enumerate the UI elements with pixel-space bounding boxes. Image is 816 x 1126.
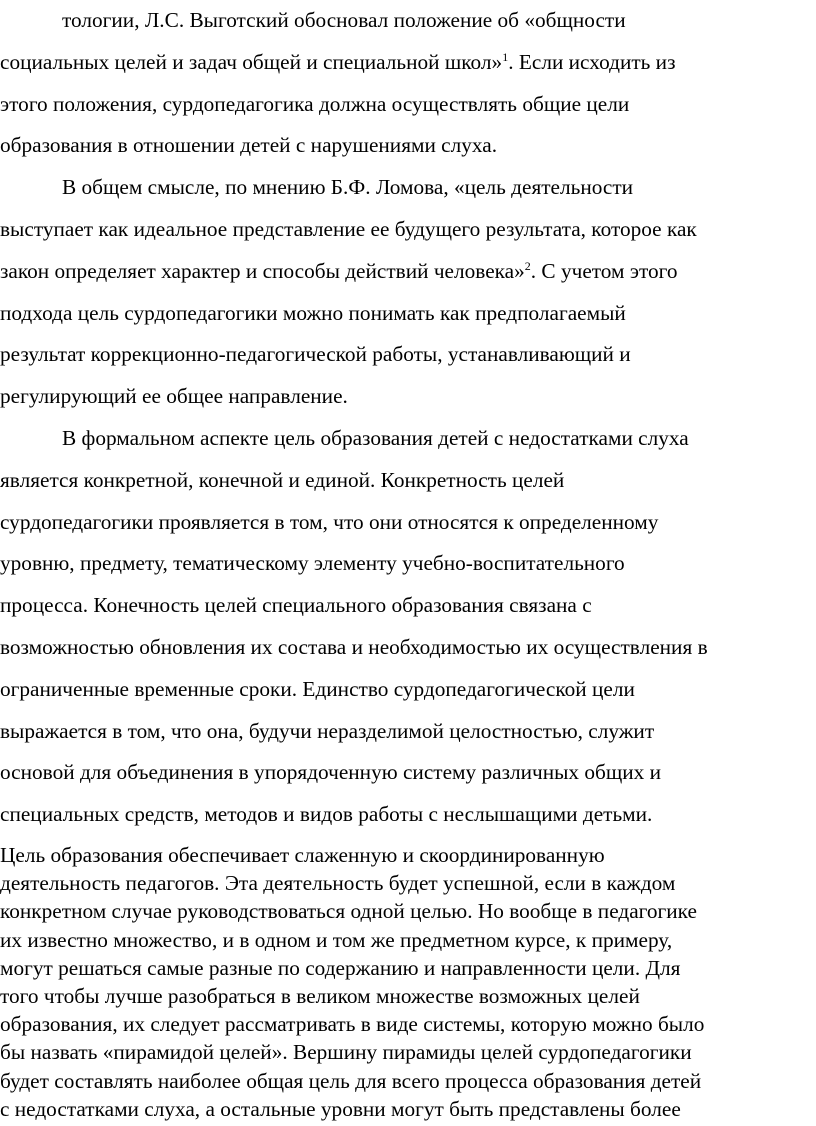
text-line: основой для объединения в упорядоченную систему различных общих и	[0, 760, 662, 785]
text-line: бы назвать «пирамидой целей». Вершину пирамиды целей сурдопедагогики	[0, 1040, 692, 1065]
text-segment: закон определяет характер и способы действий человека»	[0, 258, 525, 283]
text-line: деятельность педагогов. Эта деятельность будет успешной, если в каждом	[0, 871, 676, 896]
text-line: этого положения, сурдопедагогика должна осуществлять общие цели	[0, 91, 630, 116]
text-line: могут решаться самые разные по содержанию и направленности цели. Для	[0, 955, 681, 980]
text-line: специальных средств, методов и видов работы с неслышащими детьми.	[0, 802, 653, 827]
text-line: является конкретной, конечной и единой. Конкретность целей	[0, 467, 565, 492]
text-segment: . Если исходить из	[508, 49, 676, 74]
text-line: выражается в том, что она, будучи неразделимой целостностью, служит	[0, 718, 655, 743]
text-line: сурдопедагогики проявляется в том, что они относятся к определенному	[0, 509, 659, 534]
text-line: образования, их следует рассматривать в виде системы, которую можно было	[0, 1012, 705, 1037]
paragraph-lomov	[0, 167, 806, 418]
text-line: подхода цель сурдопедагогики можно понимать как предполагаемый	[0, 300, 626, 325]
text-line: Цель образования обеспечивает слаженную и скоординированную	[0, 843, 605, 867]
text-line: тологии, Л.С. Выготский обосновал положение об «общности	[62, 8, 626, 32]
text-line: того чтобы лучше разобраться в великом множестве возможных целей	[0, 983, 640, 1008]
text-line: с недостатками слуха, а остальные уровни могут быть представлены более	[0, 1096, 681, 1121]
text-line: В формальном аспекте цель образования детей с недостатками слуха	[62, 425, 689, 450]
text-line: ограниченные временные сроки. Единство сурдопедагогической цели	[0, 676, 635, 701]
text-line: процесса. Конечность целей специального образования связана с	[0, 593, 592, 618]
text-line: выступает как идеальное представление ее будущего результата, которое как	[0, 216, 697, 241]
text-line: В общем смысле, по мнению Б.Ф. Ломова, «цель деятельности	[62, 175, 634, 200]
text-line: их известно множество, и в одном и том же предметном курсе, к примеру,	[0, 927, 673, 952]
text-line: конкретном случае руководствоваться одной целью. Но вообще в педагогике	[0, 899, 697, 924]
text-line: возможностью обновления их состава и необходимостью их осуществления в	[0, 634, 708, 659]
text-segment: . С учетом этого	[530, 258, 678, 283]
paragraph-vygotsky	[0, 0, 806, 167]
text-line: результат коррекционно-педагогической работы, устанавливающий и	[0, 342, 631, 367]
text-line: будет составлять наиболее общая цель для всего процесса образования детей	[0, 1068, 702, 1093]
text-segment: социальных целей и задач общей и специальной школ»	[0, 49, 503, 74]
text-line	[0, 251, 806, 293]
text-line: уровню, предмету, тематическому элементу учебно-воспитательного	[0, 551, 625, 576]
footnote-reference: 2	[524, 258, 531, 273]
text-line: регулирующий ее общее направление.	[0, 384, 348, 409]
text-line	[0, 42, 806, 84]
paragraph-formal-aspect	[0, 418, 806, 836]
text-line: образования в отношении детей с нарушениями слуха.	[0, 133, 498, 158]
footnote-reference: 1	[502, 49, 509, 64]
paragraph-pyramid-of-goals	[0, 841, 810, 1123]
